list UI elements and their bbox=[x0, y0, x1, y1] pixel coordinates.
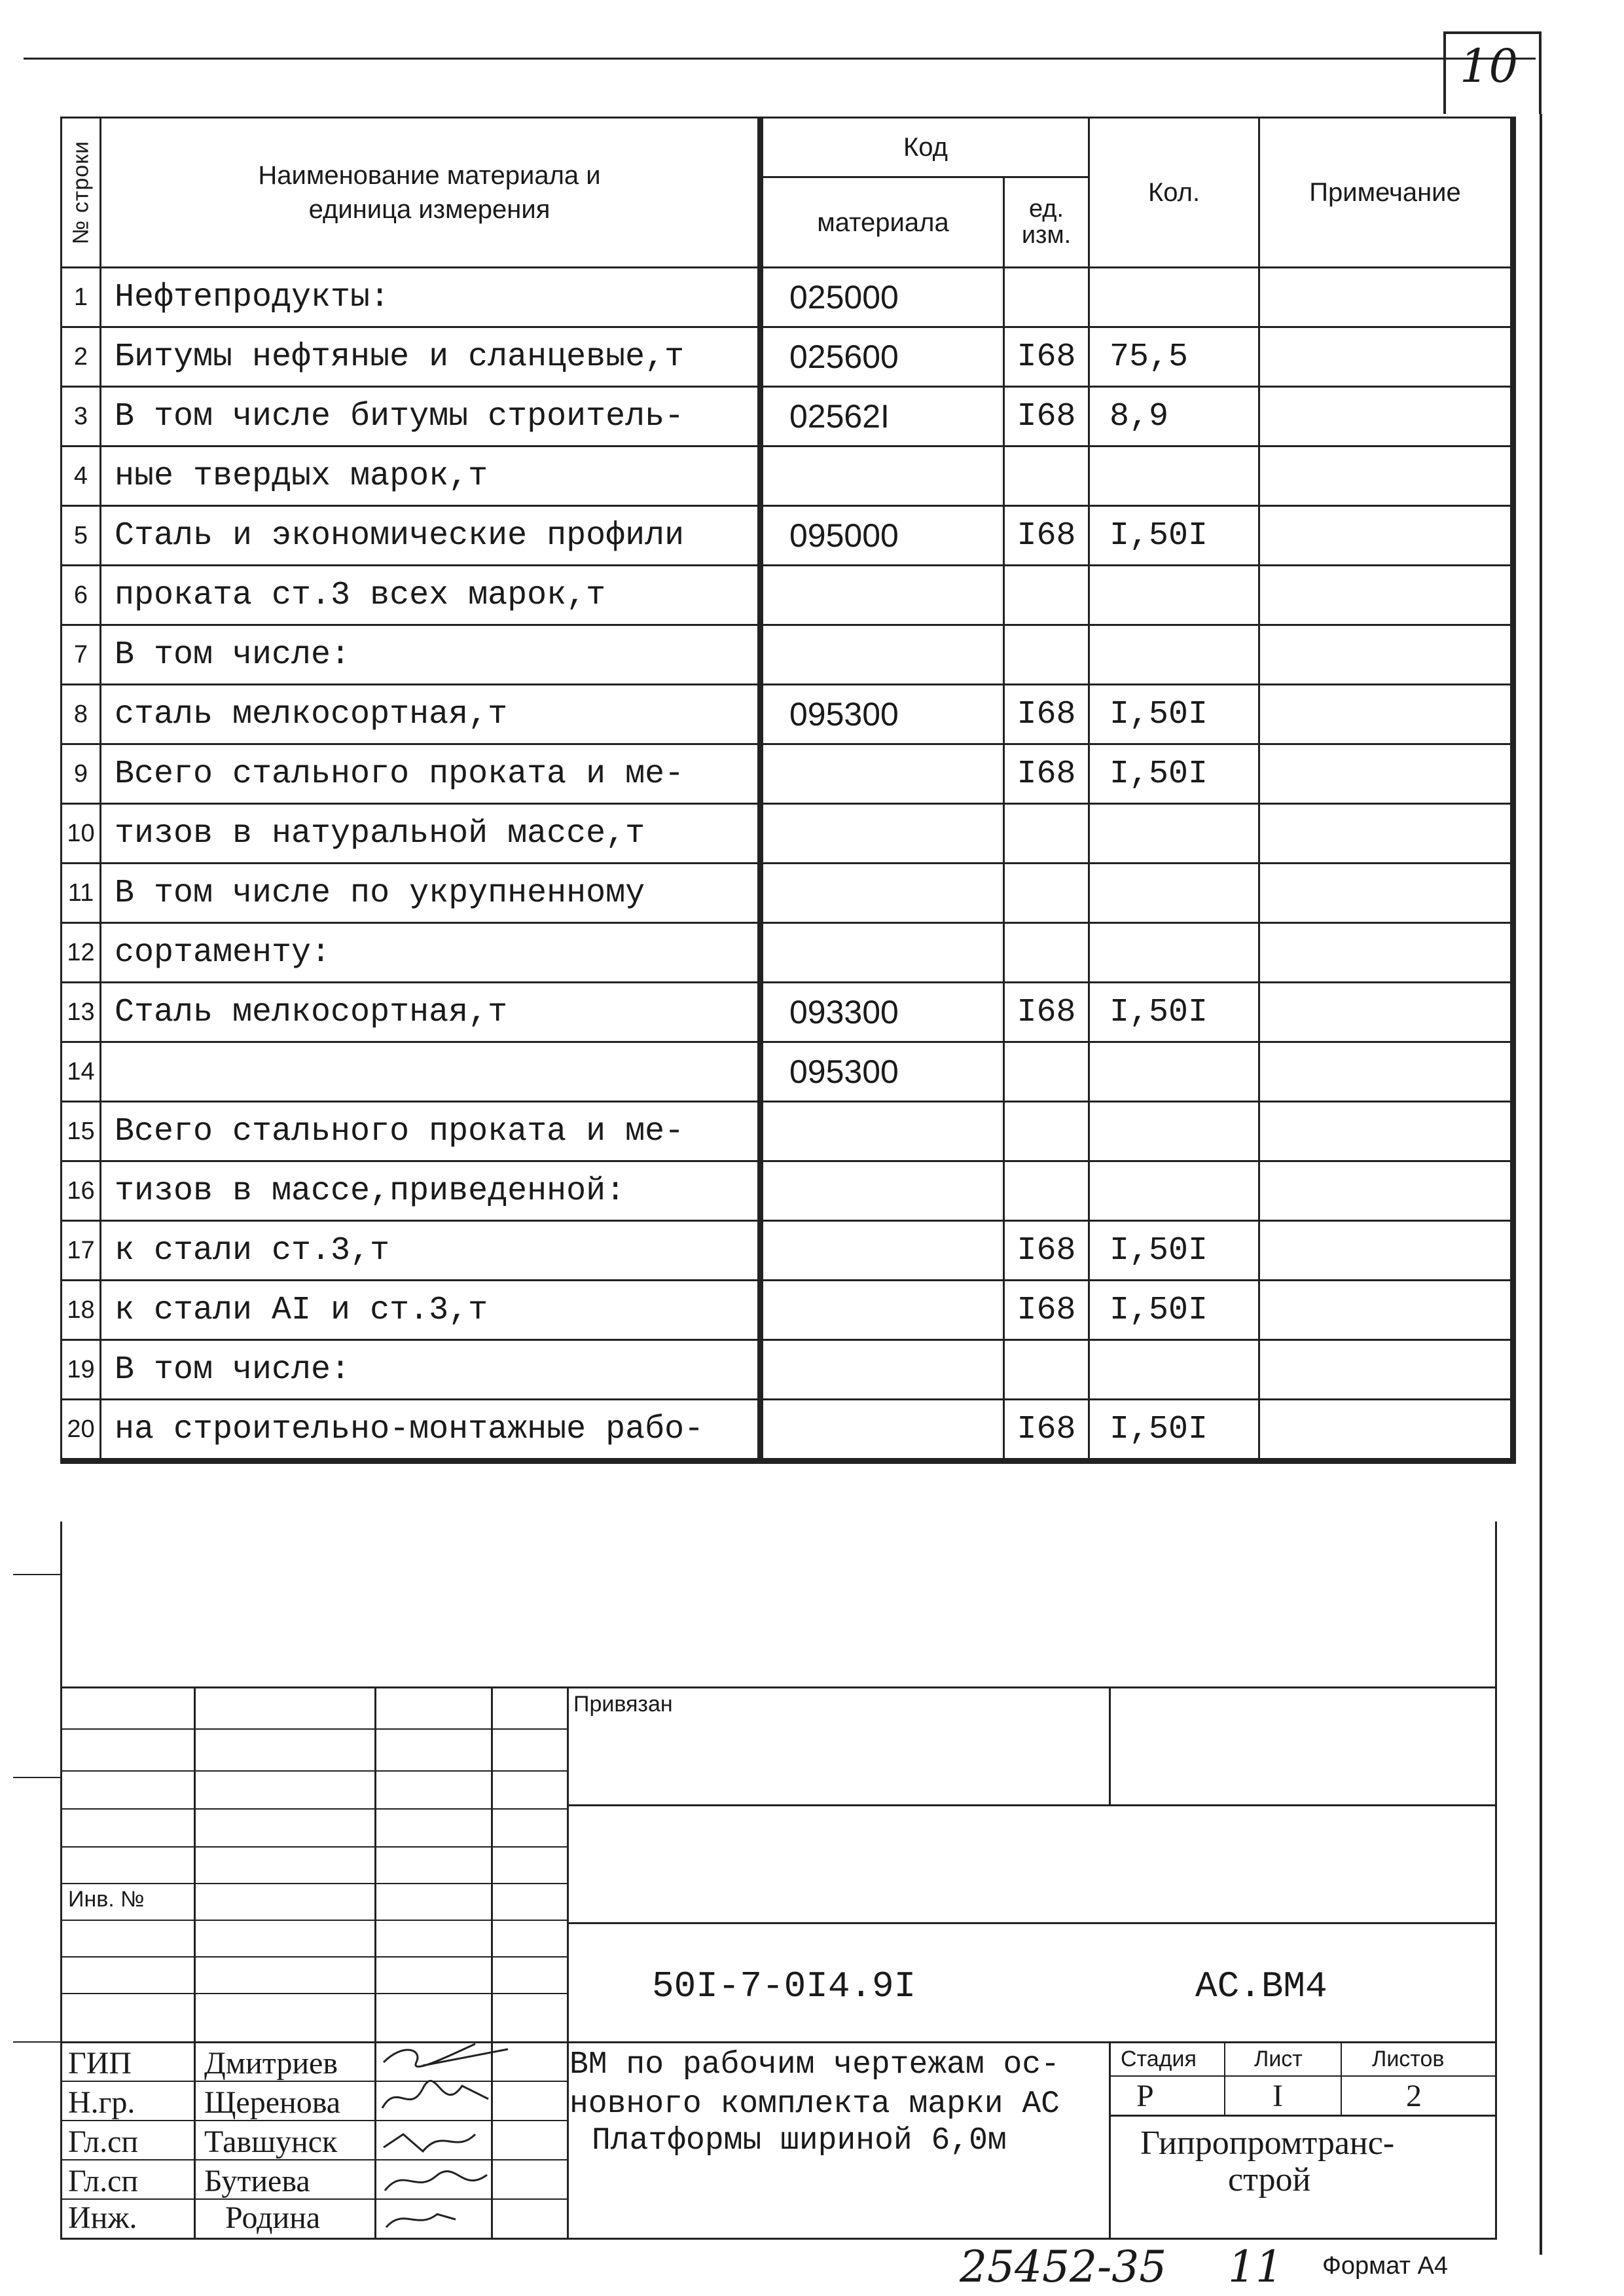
table-row bbox=[62, 685, 1513, 744]
tb-privyazan-line bbox=[567, 1804, 1497, 1806]
quantity-cell: I,50I bbox=[1089, 685, 1259, 744]
left-stub-2 bbox=[13, 1777, 60, 1778]
materials-table bbox=[60, 117, 1516, 1464]
quantity-cell bbox=[1089, 566, 1259, 625]
stage-value: Р bbox=[1136, 2079, 1154, 2113]
row-number-cell: 7 bbox=[62, 625, 101, 685]
person-2: Тавшунск bbox=[204, 2124, 338, 2159]
quantity-cell: I,50I bbox=[1089, 1221, 1259, 1281]
tb-grid-row-5 bbox=[60, 1883, 568, 1884]
material-code-cell bbox=[761, 864, 1004, 923]
document-mark: АС.ВМ4 bbox=[1195, 1965, 1327, 2007]
material-name-cell: В том числе битумы строитель- bbox=[101, 387, 761, 446]
note-cell bbox=[1259, 1400, 1513, 1461]
table-row bbox=[62, 1281, 1513, 1340]
row-number-cell: 15 bbox=[62, 1102, 101, 1161]
row-number-header: № строки bbox=[62, 118, 101, 268]
material-code-cell bbox=[761, 804, 1004, 864]
table-row bbox=[62, 1161, 1513, 1221]
row-number-cell: 18 bbox=[62, 1281, 101, 1340]
archive-number: 25452-35 bbox=[960, 2242, 1167, 2292]
material-code-cell bbox=[761, 1221, 1004, 1281]
row-number-cell: 12 bbox=[62, 923, 101, 983]
unit-code-cell bbox=[1004, 625, 1089, 685]
material-name-header bbox=[101, 118, 761, 268]
table-row bbox=[62, 1400, 1513, 1461]
unit-code-cell bbox=[1004, 566, 1089, 625]
material-name-cell: тизов в натуральной массе,т bbox=[101, 804, 761, 864]
code-material-header: материала bbox=[761, 177, 1004, 268]
tb-grid-row-2 bbox=[60, 1770, 568, 1772]
material-name-header-line1: Наименование материала и bbox=[258, 161, 601, 190]
row-number-cell: 6 bbox=[62, 566, 101, 625]
row-number-cell: 5 bbox=[62, 506, 101, 566]
tb-grid-row-7 bbox=[60, 1956, 568, 1958]
privyazan-label: Привязан bbox=[573, 1692, 673, 1717]
quantity-cell bbox=[1089, 446, 1259, 506]
sheet-number: 10 bbox=[1460, 39, 1519, 93]
row-number-cell: 11 bbox=[62, 864, 101, 923]
tb-stage-col-2 bbox=[1341, 2041, 1342, 2115]
material-name-cell: на строительно-монтажные рабо- bbox=[101, 1400, 761, 1461]
material-name-cell: тизов в массе,приведенной: bbox=[101, 1161, 761, 1221]
tb-grid-row-6 bbox=[60, 1920, 568, 1921]
role-1: Н.гр. bbox=[68, 2085, 135, 2120]
quantity-cell bbox=[1089, 1161, 1259, 1221]
tb-col-2 bbox=[374, 1686, 376, 2238]
tb-grid-row-9 bbox=[60, 2041, 1497, 2043]
unit-code-cell: I68 bbox=[1004, 327, 1089, 387]
material-code-cell: 025000 bbox=[761, 268, 1004, 327]
quantity-cell bbox=[1089, 804, 1259, 864]
table-row bbox=[62, 923, 1513, 983]
material-name-cell: ные твердых марок,т bbox=[101, 446, 761, 506]
sheet-value: I bbox=[1272, 2079, 1283, 2113]
material-name-cell: Битумы нефтяные и сланцевые,т bbox=[101, 327, 761, 387]
person-0: Дмитриев bbox=[204, 2046, 338, 2081]
material-name-cell: Всего стального проката и ме- bbox=[101, 744, 761, 804]
material-name-cell: сталь мелкосортная,т bbox=[101, 685, 761, 744]
table-row bbox=[62, 804, 1513, 864]
note-cell bbox=[1259, 685, 1513, 744]
note-cell bbox=[1259, 1102, 1513, 1161]
material-name-cell: В том числе по укрупненному bbox=[101, 864, 761, 923]
row-number-cell: 8 bbox=[62, 685, 101, 744]
note-cell bbox=[1259, 506, 1513, 566]
unit-code-cell bbox=[1004, 1102, 1089, 1161]
row-number-cell: 19 bbox=[62, 1340, 101, 1400]
material-code-cell bbox=[761, 1400, 1004, 1461]
note-cell bbox=[1259, 1281, 1513, 1340]
note-cell bbox=[1259, 804, 1513, 864]
person-3: Бутиева bbox=[204, 2164, 310, 2198]
material-name-cell bbox=[101, 1042, 761, 1102]
tb-top-line bbox=[60, 1686, 1497, 1688]
stage-label: Стадия bbox=[1121, 2047, 1197, 2071]
material-name-header-line2: единица измерения bbox=[308, 195, 550, 224]
right-frame-border bbox=[1540, 114, 1542, 2255]
person-1: Щеренова bbox=[204, 2085, 341, 2120]
materials-table-body bbox=[62, 268, 1513, 1461]
unit-code-cell bbox=[1004, 268, 1089, 327]
quantity-cell bbox=[1089, 268, 1259, 327]
quantity-cell: I,50I bbox=[1089, 506, 1259, 566]
material-code-cell bbox=[761, 1340, 1004, 1400]
quantity-cell bbox=[1089, 1102, 1259, 1161]
unit-header bbox=[1004, 177, 1089, 268]
table-row bbox=[62, 1042, 1513, 1102]
row-number-cell: 3 bbox=[62, 387, 101, 446]
description-line-2: новного комплекта марки АС bbox=[569, 2086, 1060, 2122]
unit-code-cell bbox=[1004, 864, 1089, 923]
unit-code-cell bbox=[1004, 446, 1089, 506]
material-code-cell: 02562I bbox=[761, 387, 1004, 446]
unit-code-cell bbox=[1004, 1042, 1089, 1102]
tb-doc-line bbox=[567, 1922, 1497, 1924]
top-frame-line bbox=[24, 58, 1536, 60]
code-header: Код bbox=[761, 118, 1089, 177]
role-2: Гл.сп bbox=[68, 2124, 139, 2159]
quantity-cell: 8,9 bbox=[1089, 387, 1259, 446]
quantity-cell: I,50I bbox=[1089, 1281, 1259, 1340]
material-name-cell: Нефтепродукты: bbox=[101, 268, 761, 327]
note-cell bbox=[1259, 387, 1513, 446]
row-number-cell: 13 bbox=[62, 983, 101, 1042]
archive-sheet: 11 bbox=[1228, 2242, 1283, 2292]
organization-line-2: строй bbox=[1228, 2161, 1311, 2198]
tb-stage-divider bbox=[1109, 2041, 1111, 2238]
note-cell bbox=[1259, 983, 1513, 1042]
tb-grid-row-8 bbox=[60, 1993, 568, 1994]
signatures bbox=[377, 2036, 573, 2239]
note-cell bbox=[1259, 1340, 1513, 1400]
material-code-cell: 093300 bbox=[761, 983, 1004, 1042]
material-name-cell: Всего стального проката и ме- bbox=[101, 1102, 761, 1161]
table-row bbox=[62, 327, 1513, 387]
row-number-cell: 17 bbox=[62, 1221, 101, 1281]
unit-code-cell: I68 bbox=[1004, 387, 1089, 446]
material-name-cell: В том числе: bbox=[101, 1340, 761, 1400]
tb-stage-line-2 bbox=[1109, 2115, 1497, 2117]
row-number-cell: 4 bbox=[62, 446, 101, 506]
unit-header-line2: изм. bbox=[1021, 221, 1072, 249]
unit-code-cell: I68 bbox=[1004, 1281, 1089, 1340]
material-name-cell: к стали ст.3,т bbox=[101, 1221, 761, 1281]
left-stub-3 bbox=[13, 2041, 60, 2043]
person-4: Родина bbox=[225, 2200, 321, 2235]
material-name-cell: сортаменту: bbox=[101, 923, 761, 983]
quantity-cell: I,50I bbox=[1089, 744, 1259, 804]
row-number-cell: 9 bbox=[62, 744, 101, 804]
quantity-cell bbox=[1089, 923, 1259, 983]
table-row bbox=[62, 387, 1513, 446]
material-code-cell bbox=[761, 744, 1004, 804]
row-number-cell: 1 bbox=[62, 268, 101, 327]
table-row bbox=[62, 446, 1513, 506]
material-code-cell: 095000 bbox=[761, 506, 1004, 566]
material-code-cell: 095300 bbox=[761, 685, 1004, 744]
note-cell bbox=[1259, 327, 1513, 387]
material-name-cell: В том числе: bbox=[101, 625, 761, 685]
quantity-cell: 75,5 bbox=[1089, 327, 1259, 387]
role-4: Инж. bbox=[68, 2200, 137, 2235]
table-row bbox=[62, 1340, 1513, 1400]
format-label: Формат А4 bbox=[1322, 2252, 1449, 2280]
material-code-cell bbox=[761, 1161, 1004, 1221]
left-frame-border bbox=[60, 1522, 62, 2239]
unit-code-cell: I68 bbox=[1004, 744, 1089, 804]
inv-no-label: Инв. № bbox=[68, 1887, 145, 1912]
unit-code-cell: I68 bbox=[1004, 685, 1089, 744]
organization-line-1: Гипропромтранс- bbox=[1140, 2124, 1395, 2162]
material-code-cell bbox=[761, 923, 1004, 983]
note-cell bbox=[1259, 1042, 1513, 1102]
note-cell bbox=[1259, 1161, 1513, 1221]
table-row bbox=[62, 983, 1513, 1042]
sheets-value: 2 bbox=[1406, 2079, 1422, 2113]
quantity-cell bbox=[1089, 625, 1259, 685]
material-code-cell: 025600 bbox=[761, 327, 1004, 387]
sheets-label: Листов bbox=[1372, 2047, 1445, 2071]
role-3: Гл.сп bbox=[68, 2164, 139, 2198]
tb-grid-row-4 bbox=[60, 1846, 568, 1848]
row-number-cell: 10 bbox=[62, 804, 101, 864]
row-number-cell: 14 bbox=[62, 1042, 101, 1102]
tb-grid-row-1 bbox=[60, 1728, 568, 1730]
note-cell bbox=[1259, 566, 1513, 625]
document-code: 50I-7-0I4.9I bbox=[652, 1965, 916, 2007]
quantity-cell: I,50I bbox=[1089, 983, 1259, 1042]
table-row bbox=[62, 864, 1513, 923]
row-number-cell: 20 bbox=[62, 1400, 101, 1461]
quantity-header: Кол. bbox=[1089, 118, 1259, 268]
table-row bbox=[62, 625, 1513, 685]
unit-code-cell: I68 bbox=[1004, 1400, 1089, 1461]
table-row bbox=[62, 744, 1513, 804]
quantity-cell: I,50I bbox=[1089, 1400, 1259, 1461]
material-code-cell: 095300 bbox=[761, 1042, 1004, 1102]
note-header: Примечание bbox=[1259, 118, 1513, 268]
tb-grid-row-3 bbox=[60, 1808, 568, 1810]
unit-code-cell bbox=[1004, 1340, 1089, 1400]
lower-right-frame bbox=[1495, 1522, 1497, 2239]
tb-stage-col-1 bbox=[1224, 2041, 1225, 2115]
unit-code-cell bbox=[1004, 804, 1089, 864]
unit-code-cell bbox=[1004, 923, 1089, 983]
table-row bbox=[62, 566, 1513, 625]
sheet-label: Лист bbox=[1254, 2047, 1303, 2071]
note-cell bbox=[1259, 744, 1513, 804]
quantity-cell bbox=[1089, 864, 1259, 923]
note-cell bbox=[1259, 864, 1513, 923]
row-number-cell: 2 bbox=[62, 327, 101, 387]
tb-stage-line-1 bbox=[1109, 2075, 1497, 2077]
table-row bbox=[62, 1221, 1513, 1281]
tb-privyazan-divider bbox=[1109, 1686, 1111, 1804]
unit-code-cell: I68 bbox=[1004, 1221, 1089, 1281]
material-name-cell: Сталь и экономические профили bbox=[101, 506, 761, 566]
unit-code-cell: I68 bbox=[1004, 506, 1089, 566]
table-row bbox=[62, 1102, 1513, 1161]
description-line-3: Платформы шириной 6,0м bbox=[592, 2123, 1007, 2159]
table-row bbox=[62, 268, 1513, 327]
role-0: ГИП bbox=[68, 2046, 132, 2081]
material-code-cell bbox=[761, 1281, 1004, 1340]
material-code-cell bbox=[761, 1102, 1004, 1161]
quantity-cell bbox=[1089, 1340, 1259, 1400]
note-cell bbox=[1259, 625, 1513, 685]
note-cell bbox=[1259, 446, 1513, 506]
material-code-cell bbox=[761, 566, 1004, 625]
row-number-cell: 16 bbox=[62, 1161, 101, 1221]
table-row bbox=[62, 506, 1513, 566]
unit-code-cell: I68 bbox=[1004, 983, 1089, 1042]
unit-header-line1: ед. bbox=[1028, 194, 1064, 223]
material-name-cell: проката ст.3 всех марок,т bbox=[101, 566, 761, 625]
note-cell bbox=[1259, 1221, 1513, 1281]
material-code-cell bbox=[761, 446, 1004, 506]
material-name-cell: Сталь мелкосортная,т bbox=[101, 983, 761, 1042]
material-code-cell bbox=[761, 625, 1004, 685]
bottom-frame-line bbox=[60, 2238, 1497, 2240]
material-name-cell: к стали АI и ст.3,т bbox=[101, 1281, 761, 1340]
left-stub-1 bbox=[13, 1574, 60, 1575]
note-cell bbox=[1259, 268, 1513, 327]
tb-col-1 bbox=[194, 1686, 196, 2238]
description-line-1: ВМ по рабочим чертежам ос- bbox=[569, 2047, 1060, 2083]
quantity-cell bbox=[1089, 1042, 1259, 1102]
unit-code-cell bbox=[1004, 1161, 1089, 1221]
note-cell bbox=[1259, 923, 1513, 983]
